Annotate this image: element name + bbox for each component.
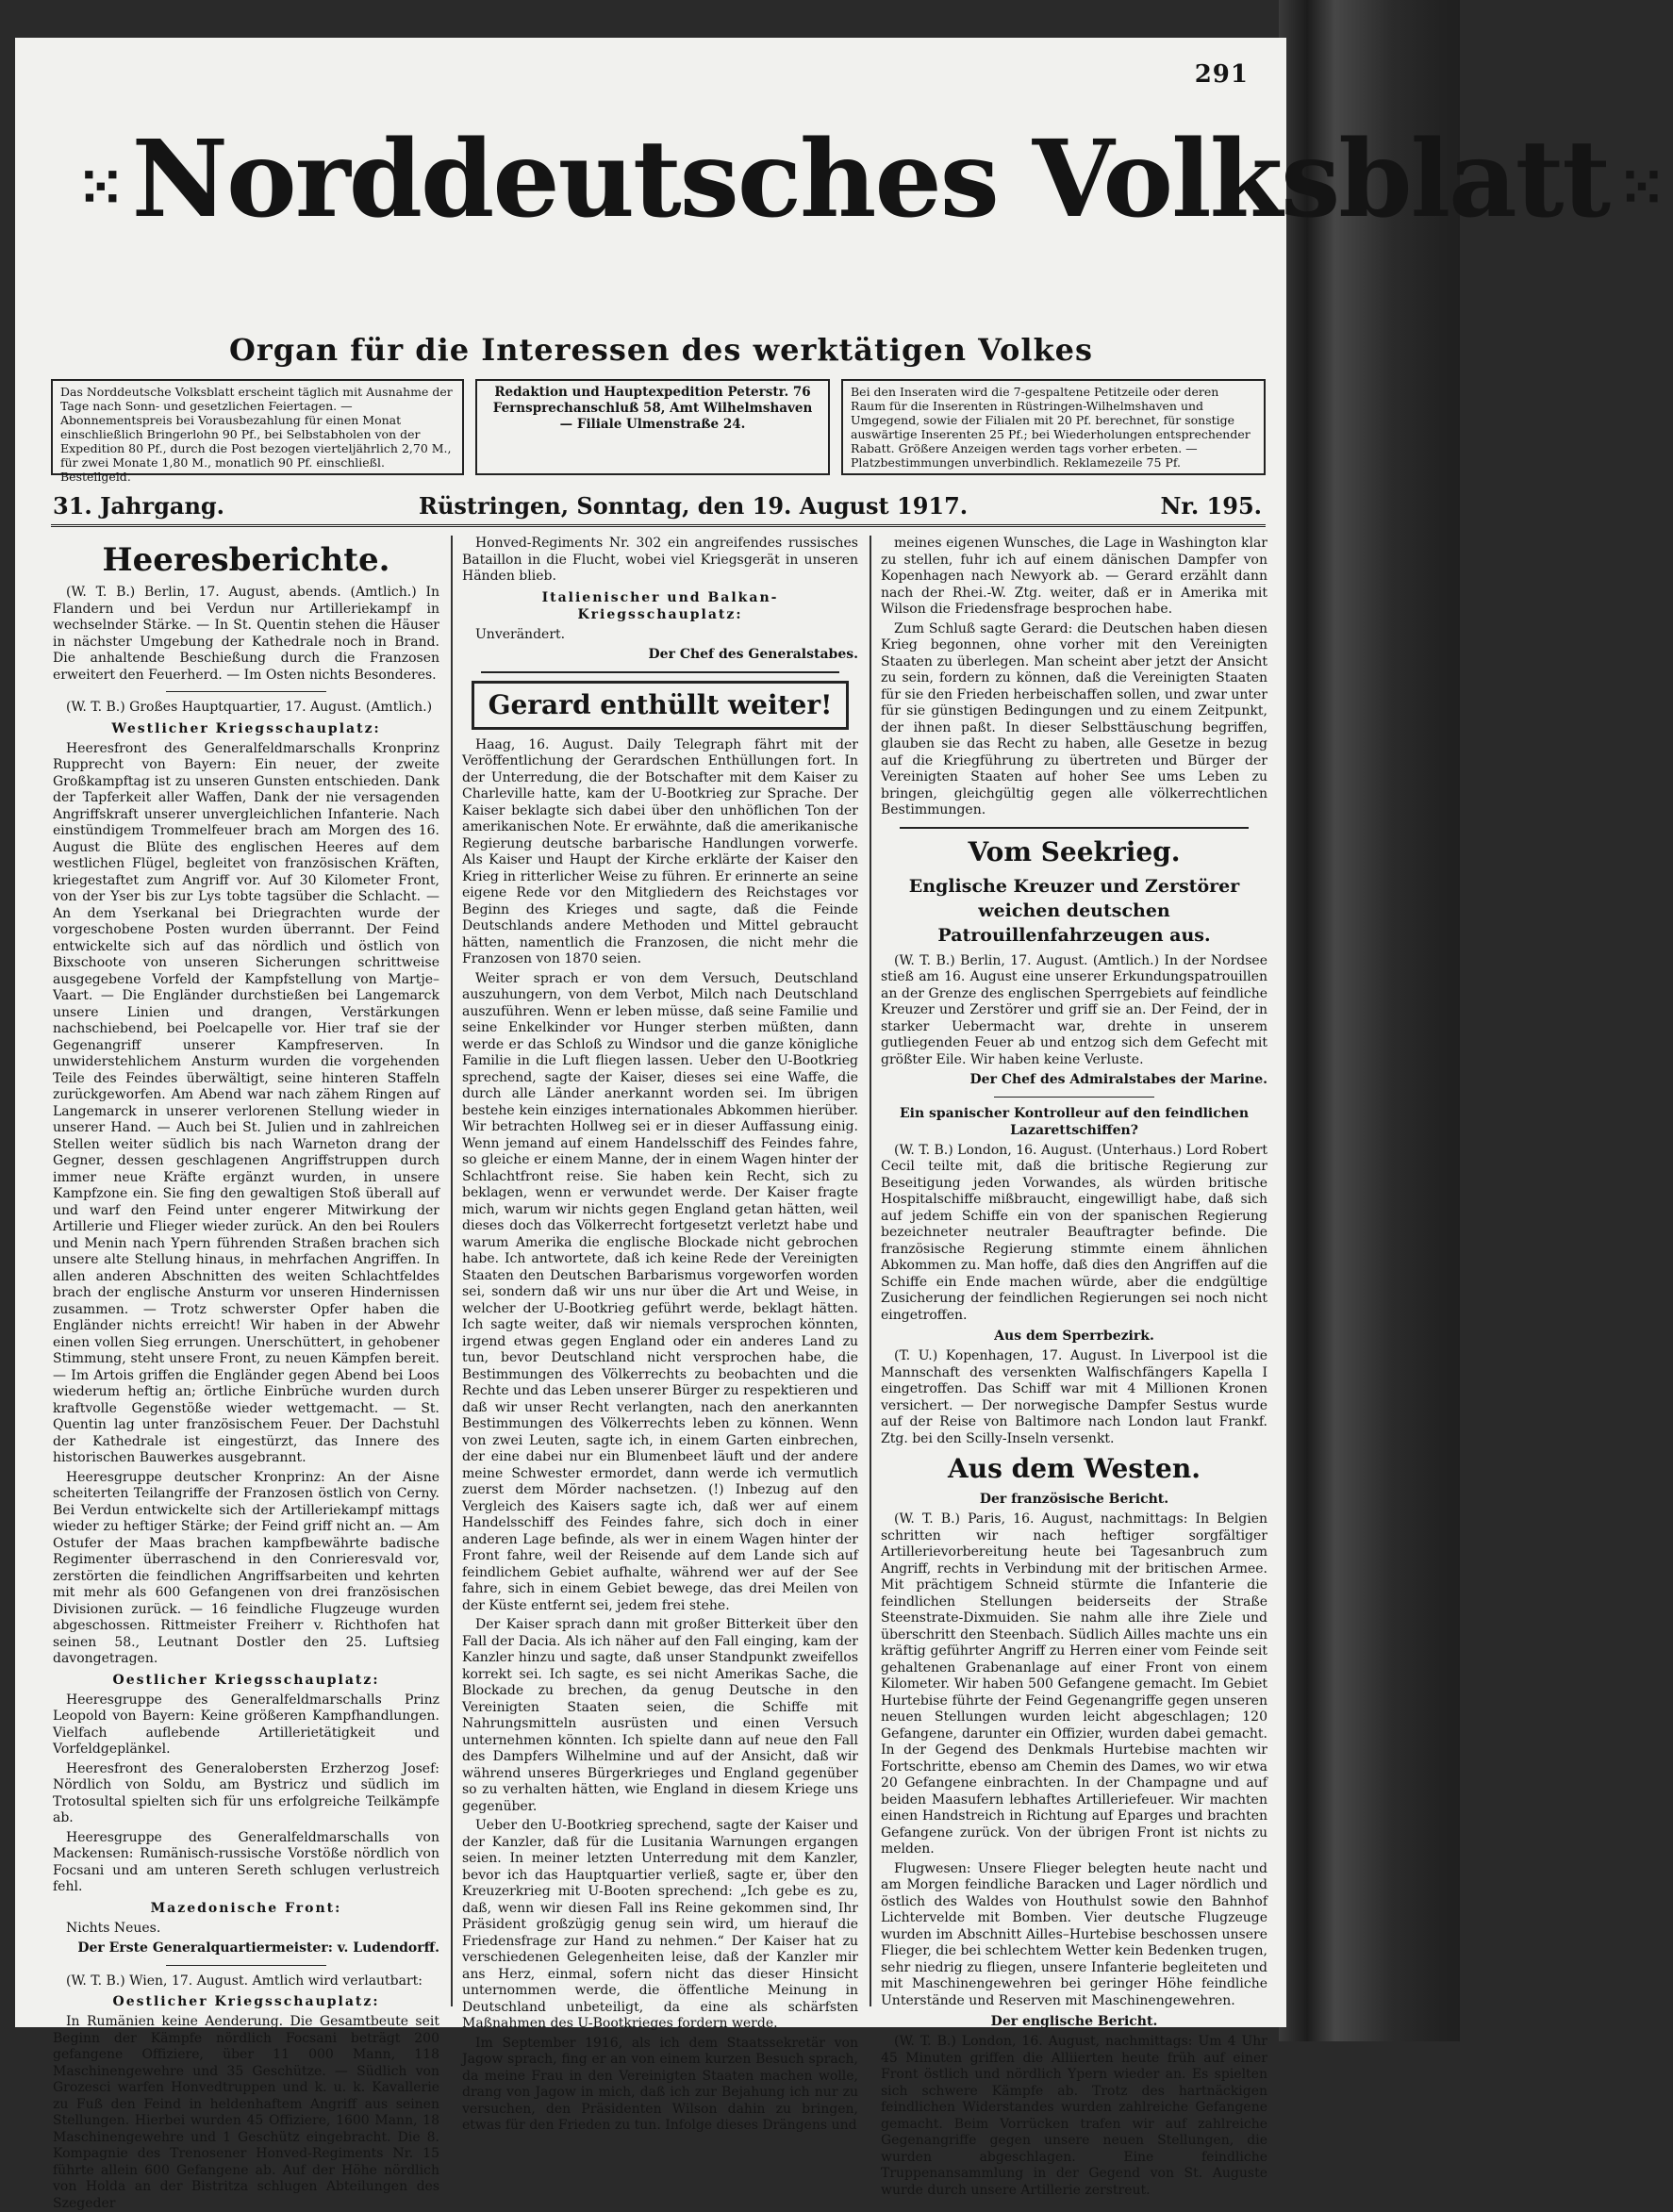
- signature-line: Der Chef des Admiralstabes der Marine.: [969, 1072, 1267, 1087]
- section-subheading: Der französische Bericht.: [979, 1492, 1169, 1507]
- signature-line: Der Erste Generalquartiermeister: v. Ludendorff.: [77, 1940, 439, 1956]
- article-heading-gerard: Gerard enthüllt weiter!: [488, 688, 833, 720]
- article-paragraph: Heeresgruppe des Generalfeldmarschalls Prinz Leopold von Bayern: Keine größeren Kampfhandlungen. Vielfach auflebende Artillerietätigkeit und Vorfeldgeplänkel.: [53, 1692, 439, 1757]
- article-heading-heeresberichte: Heeresberichte.: [102, 541, 390, 579]
- article-paragraph: (W. T. B.) Wien, 17. August. Amtlich wird verlautbart:: [66, 1973, 423, 1989]
- section-subheading: Ein spanischer Kontrolleur auf den feindlichen Lazarettschiffen?: [899, 1105, 1250, 1138]
- volume-label: 31. Jahrgang.: [53, 492, 225, 520]
- column-rule: [451, 536, 453, 2006]
- article-paragraph: Heeresfront des Generalfeldmarschalls Kronprinz Rupprecht von Bayern: Ein neuer, der zweite Großkampftag ist zu unseren Gunsten entschieden. Dank der Tapferkeit aller Waffen, Dank der nie versagenden Angriffskraft unserer unvergleichlichen Infanterie. Nach einstündigem Trommelfeuer brach am Morgen des 16. August die Blüte des englischen Heeres auf dem westlichen Flügel, begleitet von französischen Kräften, kriegestaftet zum Angriff vor. Auf 30 Kilometer Front, von der Yser bis zur Lys tobte tagsüber die Schlacht. — An dem Yserkanal bei Driegrachten wurde der vorgeschobene Posten wurden überrannt. Der Feind entwickelte sich auf das nördlich und östlich von Bixschoote von unseren Sicherungen schrittweise ausgegebene Vorfeld der Kampfstellung von Martje–Vaart. — Die Engländer durchstießen bei Langemarck unsere Linien und drangen, Verstärkungen nachschiebend, bei Poelcapelle vor. Hier traf sie der Gegenangriff unserer Kampfreserven. In unwiderstehlichem Ansturm wurden die vorgehenden Teile des Feindes überwältigt, seine hinteren Staffeln zurückgeworfen. Am Abend war nach zähem Ringen auf Langemarck in unserer verlorenen Stellung wieder in unserer Hand. — Auch bei St. Julien und in zahlreichen Stellen weiter südlich bis nach Warneton drang der Gegner, dessen geschlagenen Angriffstruppen durch immer neue Kräfte ergänzt wurden, in unsere Kampfzone ein. Sie fing den gewaltigen Stoß überall auf und warf den Feind unter engerer Mitwirkung der Artillerie und Flieger wieder zurück. An den bei Roulers und Menin nach Ypern führenden Straßen brachen sich unsere alte Stellung hinaus, in mehrfachen Angriffen. In allen anderen Abschnitten des weiten Schlachtfeldes brach der englische Ansturm vor unseren Hindernissen zusammen. — Trotz schwerster Opfer haben die Engländer nichts erreicht! Wir haben in der Abwehr einen vollen Sieg errungen. Unerschüttert, in gehobener Stimmung, steht unsere Front, zu neuen Kämpfen bereit. — Im Artois griffen die Engländer gegen Abend bei Loos wiederum heftig an; örtliche Einbrüche wurden durch kraftvolle Gegenstöße wieder wettgemacht. — St. Quentin lag unter französischem Feuer. Der Dachstuhl der Kathedrale ist eingestürzt, das Innere des historischen Bauwerkes ausgebrannt.: [53, 740, 439, 1465]
- masthead-subtitle: Organ für die Interessen des werktätigen Volkes: [228, 332, 1094, 368]
- column-2: [462, 536, 858, 2133]
- article-heading-seekrieg: Vom Seekrieg.: [968, 835, 1181, 867]
- article-subheading-kreuzer: Englische Kreuzer und Zerstörer weichen deutschen Patrouillenfahrzeugen aus.: [908, 875, 1240, 946]
- article-paragraph: (W. T. B.) Berlin, 17. August. (Amtlich.) In der Nordsee stieß am 16. August eine unserer Erkundungspatrouillen an der Grenze des englischen Sperrgebiets auf feindliche Kreuzer und Zerstörer und griff sie an. Der Feind, der in starker Uebermacht war, drehte in unserem gutliegenden Feuer ab und entzog sich dem Gefecht mit größter Eile. Wir haben keine Verluste.: [881, 952, 1267, 1067]
- masthead-title: [68, 118, 1665, 241]
- article-paragraph: Haag, 16. August. Daily Telegraph fährt mit der Veröffentlichung der Gerardschen Enthüllungen fort. In der Unterredung, die der Botschafter mit dem Kaiser zu Charleville hatte, kam der U-Bootkrieg zur Sprache. Der Kaiser beklagte sich dabei über den unhöflichen Ton der amerikanischen Note. Er erwähnte, daß die amerikanische Regierung deutsche barbarische Handlungen vorwerfe. Als Kaiser und Haupt der Kirche erklärte der Kaiser den Krieg in ritterlicher Weise zu führen. Er erinnerte an seine eigene Rede vor den Mitgliedern des Reichstages vor Beginn des Krieges und sagte, daß die Feinde Deutschlands andere Methoden und Mittel gebraucht hätten, namentlich die Franzosen, die nicht mehr die Franzosen von 1870 seien.: [462, 736, 858, 966]
- signature-line: Der Chef des Generalstabes.: [648, 647, 858, 662]
- article-paragraph: meines eigenen Wunsches, die Lage in Washington klar zu stellen, fuhr ich auf einem dänischen Dampfer von Kopenhagen nach Newyork ab. — Gerard erzählt dann nach der Rhei.-W. Ztg. weiter, daß er in Amerika mit Wilson die Friedensfrage besprochen habe.: [881, 536, 1267, 617]
- article-paragraph: (W. T. B.) London, 16. August. (Unterhaus.) Lord Robert Cecil teilte mit, daß die britische Regierung zur Beseitigung jeden Vorwandes, als würden britische Hospitalschiffe mißbraucht, eingewilligt habe, daß sich auf jedem Schiffe ein von der spanischen Regierung bezeichneter neutraler Beauftragter befinde. Die französische Regierung stimmte einem ähnlichen Abkommen zu. Man hoffe, daß dies den Angriffen auf die Schiffe ein Ende machen würde, aber die endgültige Zusicherung der feindlichen Regierungen sei noch nicht eingetroffen.: [881, 1142, 1267, 1323]
- page-number: 291: [1194, 60, 1249, 89]
- article-heading-westen: Aus dem Westen.: [948, 1453, 1201, 1484]
- section-subheading: Oestlicher Kriegsschauplatz:: [112, 1672, 380, 1688]
- article-paragraph: Honved-Regiments Nr. 302 ein angreifendes russisches Bataillon in die Flucht, wobei viel Kriegsgerät in unseren Händen blieb.: [462, 536, 858, 584]
- ornament-left-icon: ⁙: [75, 152, 124, 223]
- divider: [166, 691, 326, 692]
- article-paragraph: Im September 1916, als ich dem Staatssekretär von Jagow sprach, fing er an von einem kurzen Besuch sprach, da meine Frau in den Vereinigten Staaten machen wolle, drang von Jagow in mich, daß ich zur Bejahung ich nur zu versuchen, den Präsidenten Wilson dahin zu bringen, etwas für den Frieden zu tun. Infolge dieses Drängens und: [462, 2035, 858, 2133]
- divider: [481, 671, 839, 673]
- article-paragraph: Nichts Neues.: [66, 1920, 161, 1936]
- issue-number: Nr. 195.: [1160, 492, 1262, 520]
- article-paragraph: Zum Schluß sagte Gerard: die Deutschen haben diesen Krieg begonnen, ohne vorher mit den Vereinigten Staaten zu überlegen. Man scheint aber jetzt der Ansicht zu sein, fordern zu können, daß die Vereinigten Staaten für sie den Frieden herbeischaffen sollen, und zwar unter für sie günstigen Bedingungen und zu einem Zeitpunkt, der ihnen paßt. In dieser Selbsttäuschung begriffen, glauben sie das Recht zu haben, alle Gesetze in bezug auf die Kriegführung zu übertreten und Bürger der Vereinigten Staaten auf hoher See ums Leben zu bringen, gleichgültig gegen alle völkerrechtlichen Bestimmungen.: [881, 620, 1267, 817]
- newspaper-page: [15, 38, 1665, 2211]
- column-1: [53, 536, 439, 2211]
- section-subheading: Westlicher Kriegsschauplatz:: [111, 720, 381, 736]
- article-paragraph: Heeresgruppe des Generalfeldmarschalls von Mackensen: Rumänisch-russische Vorstöße nördlich von Focsani und am unteren Sereth schlugen verlustreich fehl.: [53, 1829, 439, 1894]
- divider: [900, 827, 1249, 829]
- column-rule: [870, 536, 871, 2006]
- article-paragraph: Heeresfront des Generalobersten Erzherzog Josef: Nördlich von Soldu, am Bystricz und südlich im Trotosultal spielten sich für uns erfolgreiche Teilkämpfe ab.: [53, 1760, 439, 1825]
- article-paragraph: In Rumänien keine Aenderung. Die Gesamtbeute seit Beginn der Kämpfe nördlich Focsani beträgt 200 gefangene Offiziere, über 11 000 Mann, 118 Maschinengewehre und 35 Geschütze. — Südlich von Grozesci warfen Honvedtruppen und k. u. k. Kavallerie zu Fuß den Feind in heldenhaftem Angriff aus seinen Stellungen. Hierbei wurden 45 Offiziere, 1600 Mann, 18 Maschinengewehre und 1 Geschütz eingebracht. Die 8. Kompagnie des Trenosener Honved-Regiments Nr. 15 führte allein 600 Gefangene ab. Auf der Höhe nördlich von Holda an der Bistritza schlugen Abteilungen des Szegeder: [53, 2014, 439, 2211]
- section-subheading: Italienischer und Balkan-Kriegsschauplatz:: [541, 589, 779, 622]
- headline-frame: [472, 681, 849, 730]
- divider: [994, 1097, 1154, 1098]
- dateline-bar: [51, 490, 1266, 527]
- column-3: [881, 536, 1267, 2198]
- section-subheading: Oestlicher Kriegsschauplatz:: [112, 1994, 380, 2009]
- section-subheading: Mazedonische Front:: [150, 1900, 342, 1916]
- article-paragraph: (W. T. B.) Großes Hauptquartier, 17. August. (Amtlich.): [66, 700, 433, 715]
- article-paragraph: Flugwesen: Unsere Flieger belegten heute nacht und am Morgen feindliche Baracken und Lager nördlich und östlich des Waldes von Houthulst sowie den Bahnhof Lichtervelde mit Bomben. Vier deutsche Flugzeuge wurden im Abschnitt Ailles–Hurtebise beschossen unsere Flieger, die bei schlechtem Wetter kein Bedenken trugen, sehr niedrig zu fliegen, unsere Infanterie begleiteten und mit Maschinengewehren bei geringer Höhe feindliche Unterstände und Reserven mit Maschinengewehren.: [881, 1860, 1267, 2008]
- article-paragraph: (W. T. B.) Berlin, 17. August, abends. (Amtlich.) In Flandern und bei Verdun nur Artilleriekampf in wechselnder Stärke. — In St. Quentin stehen die Häuser in nächster Umgebung der Kathedrale noch in Brand. Die anhaltende Beschießung durch die Franzosen erweitert den Feuerherd. — Im Osten nichts Besonderes.: [53, 585, 439, 683]
- binding-edge: [1279, 0, 1460, 2041]
- article-paragraph: (W. T. B.) London, 16. August, nachmittags: Um 4 Uhr 45 Minuten griffen die Alliierten heute früh auf einer Front östlich und nördlich Ypern wieder an. Es spielten sich schwere Kämpfe ab. Trotz des hartnäckigen feindlichen Widerstandes wurden zahlreiche Gefangene gemacht. Beim Vorrücken trafen wir auf zahlreiche Gegenangriffe gegen unsere neuen Stellungen, die wurden abgeschlagen. Eine feindliche Truppenansammlung in der Gegend von St. Auguste wurde durch unsere Artillerie zerstreut.: [881, 2034, 1267, 2198]
- article-paragraph: Weiter sprach er von dem Versuch, Deutschland auszuhungern, von dem Verbot, Milch nach Deutschland auszuführen. Wenn er leben müsse, daß seine Familie und seine Enkelkinder vor Hunger sterben müßten, dann werde er das Schloß zu Windsor und die ganze königliche Familie in die Luft fliegen lassen. Ueber den U-Bootkrieg sprechend, sagte der Kaiser, dieses sei eine Waffe, die durch alle Länder anerkannt worden sei. Im übrigen bestehe kein einziges internationales Abkommen hierüber. Wir betrachten Hollweg sei er in dieser Auffassung einig. Wenn jemand auf einem Handelsschiff des Feindes fahre, so gleiche er einem Manne, der in einem Wagen hinter der Schlachtfront reise. Sie haben kein Recht, sich zu beklagen, wenn er verwundet werde. Der Kaiser fragte mich, warum wir nichts gegen England getan hätten, weil dieses doch das Völkerrecht fortgesetzt verletzt habe und warum Amerika die englische Blockade nicht gebrochen habe. Ich antwortete, daß ich keine Rede der Vereinigten Staaten den Deutschen Barbarismus vorgeworfen worden sei, sondern daß wir uns nur über die Art und Weise, in welcher der U-Bootkrieg geführt werde, beklagt hätten. Ich sagte weiter, daß wir niemals versprochen könnten, irgend etwas gegen England oder ein anderes Land zu tun, bevor Deutschland nicht versprochen habe, die Bestimmungen des Völkerrechts zu beobachten und die Rechte und das Leben unserer Bürger zu respektieren und daß wir unser Recht verlangten, nach den anerkannten Bestimmungen des Völkerrechts leben zu können. Wenn von zwei Leuten, sagte ich, in einem Garten einbrechen, der eine dabei nur ein Blumenbeet läuft und der andere meine Schwester ermordet, dann werde ich vermutlich zuerst dem Mörder nachsetzen. (!) Inbezug auf den Vergleich des Kaisers sagte ich, daß wer auf einem Handelsschiff des Feindes fahre, sich doch in einer anderen Lage befinde, als wer in einem Wagen hinter der Front fahre, weil der Reisende auf dem Lande sich auf feindlichem Gebiet aufhalte, während wer auf der See fahre, sich in einem Gebiet bewege, das drei Meilen von der Küste entfernt sei, jedem frei stehe.: [462, 970, 858, 1613]
- article-paragraph: Heeresgruppe deutscher Kronprinz: An der Aisne scheiterten Teilangriffe der Franzosen östlich von Cerny. Bei Verdun entwickelte sich der Artilleriekampf mittags wieder zu heftiger Stärke; der Feind griff nicht an. — Am Ostufer der Maas brachen kampfbewährte badische Regimenter überraschend in den Conrieresvald vor, zerstörten die feindlichen Angriffsarbeiten und kehrten mit mehr als 600 Gefangenen von drei französischen Divisionen zurück. — 16 feindliche Flugzeuge wurden abgeschossen. Rittmeister Freiherr v. Richthofen hat seinen 58., Leutnant Dostler den 25. Luftsieg davongetragen.: [53, 1469, 439, 1666]
- ornament-right-icon: ⁙: [1616, 152, 1665, 223]
- divider: [166, 1965, 326, 1966]
- article-paragraph: (T. U.) Kopenhagen, 17. August. In Liverpool ist die Mannschaft des versenkten Walfischfängers Kapella I eingetroffen. Das Schiff war mit 4 Millionen Kronen versichert. — Der norwegische Dampfer Sestus wurde auf der Reise von Baltimore nach London laut Frankf. Ztg. bei den Scilly-Inseln versenkt.: [881, 1348, 1267, 1446]
- section-subheading: Aus dem Sperrbezirk.: [994, 1329, 1154, 1344]
- article-paragraph: Der Kaiser sprach dann mit großer Bitterkeit über den Fall der Dacia. Als ich näher auf den Fall einging, kam der Kanzler hinzu und sagte, daß unser Standpunkt zweifellos korrekt sei. Ich sagte, es sei nicht Amerikas Sache, die Blockade zu brechen, da genug Deutsche in den Vereinigten Staaten seien, die Schiffe mit Nahrungsmitteln ausrüsten und einen Versuch unternehmen könnten. Ich spielte dann auf neue den Fall des Dampfers Wilhelmine und auf der Ansicht, daß wir während unseres Bürgerkrieges und England gegenüber so zu verhalten hätten, wie England in diesem Kriege uns gegenüber.: [462, 1617, 858, 1814]
- place-date: Rüstringen, Sonntag, den 19. August 1917.: [419, 492, 969, 520]
- section-subheading: Der englische Bericht.: [990, 2014, 1158, 2029]
- article-paragraph: (W. T. B.) Paris, 16. August, nachmittags: In Belgien schritten wir nach heftiger sorgfältiger Artillerievorbereitung heute bei Tagesanbruch zum Angriff, rechts in Verbindung mit der britischen Armee. Mit prächtigem Schneid stürmte die Infanterie die feindlichen Stellungen beiderseits der Straße Steenstrate-Dixmuiden. Sie nahm alle ihre Ziele und überschritt den Steenbach. Südlich Ailles machte uns ein kräftig geführter Angriff zu Herren einer vom Feinde seit gehaltenen Grabenanlage auf einer Front von einem Kilometer. Wir haben 500 Gefangene gemacht. Im Gebiet Hurtebise führte der Feind Gegenangriffe gegen unseren neuen Stellungen wurden leicht abgeschlagen; 120 Gefangene, darunter ein Offizier, wurden dabei gemacht. In der Gegend des Denkmals Hurtebise machten wir Fortschritte, ebenso am Chemin des Dames, wo wir etwa 20 Gefangene einbrachten. In der Champagne und auf beiden Maasufern lebhaftes Artilleriefeuer. Wir machten einen Handstreich in Richtung auf Eparges und brachten Gefangene zurück. Von der übrigen Front ist nichts zu melden.: [881, 1511, 1267, 1857]
- article-paragraph: Ueber den U-Bootkrieg sprechend, sagte der Kaiser und der Kanzler, daß für die Lusitania Warnungen ergangen seien. In meiner letzten Unterredung mit dem Kanzler, bevor ich das Hauptquartier verließ, sagte er, über den Kreuzerkrieg mit U-Booten sprechend: „Ich gebe es zu, daß, wenn wir diesen Fall ins Reine gekommen sind, Ihr Präsident großzügig genug sein wird, um hierauf die Friedensfrage zur Hand zu nehmen.“ Der Kaiser hat zu verschiedenen Gelegenheiten leise, daß der Kanzler mir ans Herz, einmal, sofern nicht das dieser Hinsicht unternommen werde, die öffentliche Meinung in Deutschland unbeteiligt, da eine als schärfsten Maßnahmen des U-Bootkrieges fordern werde.: [462, 1818, 858, 2031]
- advertising-info-box: Bei den Inseraten wird die 7-gespaltene Petitzeile oder deren Raum für die Inserenten in Rüstringen-Wilhelmshaven und Umgegend, sowie der Filialen mit 20 Pf. berechnet, für sonstige auswärtige Inserenten 25 Pf.; bei Wiederholungen entsprechender Rabatt. Größere Anzeigen werden tags vorher erbeten. — Platzbestimmungen unverbindlich. Reklamezeile 75 Pf.: [841, 379, 1266, 475]
- article-paragraph: Unverändert.: [475, 626, 566, 642]
- subscription-info-box: Das Norddeutsche Volksblatt erscheint täglich mit Ausnahme der Tage nach Sonn- und gesetzlichen Feiertagen. — Abonnementspreis bei Vorausbezahlung für einen Monat einschließlich Bringerlohn 90 Pf., bei Selbstabholen von der Expedition 80 Pf., durch die Post bezogen vierteljährlich 2,70 M., für zwei Monate 1,80 M., monatlich 90 Pf. einschließl. Bestellgeld.: [51, 379, 464, 475]
- masthead-text: Norddeutsches Volksblatt: [131, 118, 1610, 241]
- editorial-office-box: Redaktion und Hauptexpedition Peterstr. 76 Fernsprechanschluß 58, Amt Wilhelmshaven — Filiale Ulmenstraße 24.: [475, 379, 830, 475]
